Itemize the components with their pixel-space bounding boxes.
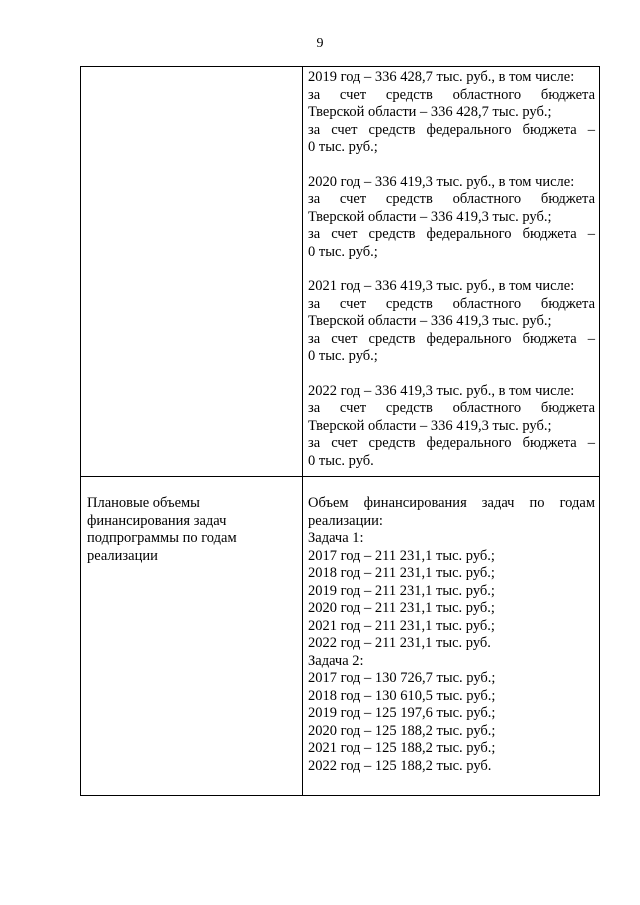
federal-budget-line: за счет средств федерального бюджета –: [308, 435, 595, 451]
task2-year-line: 2022 год – 125 188,2 тыс. руб.: [308, 757, 492, 774]
task2-year-line: 2018 год – 130 610,5 тыс. руб.;: [308, 687, 496, 704]
row-heading-line: финансирования задач: [87, 512, 227, 529]
regional-budget-line: за счет средств областного бюджета: [308, 400, 595, 416]
task1-year-line: 2019 год – 211 231,1 тыс. руб.;: [308, 582, 495, 599]
task2-year-line: 2017 год – 130 726,7 тыс. руб.;: [308, 670, 496, 686]
year-heading: 2019 год – 336 428,7 тыс. руб., в том числе:: [308, 69, 575, 85]
year-block-2021: [308, 278, 595, 366]
funding-table: [80, 66, 600, 796]
task1-year-line: 2021 год – 211 231,1 тыс. руб.;: [308, 617, 495, 634]
row-heading-line: реализации: [87, 547, 158, 564]
year-heading: 2022 год – 336 419,3 тыс. руб., в том числе:: [308, 382, 575, 399]
task1-year-line: 2022 год – 211 231,1 тыс. руб.: [308, 635, 491, 651]
row-heading-line: Плановые объемы: [87, 495, 200, 511]
row-heading-cell: [81, 477, 303, 796]
regional-budget-line: за счет средств областного бюджета: [308, 295, 595, 312]
table-cell-empty: [81, 67, 303, 477]
year-block-2022: [308, 383, 595, 471]
row-heading-line: подпрограммы по годам: [87, 530, 237, 546]
table-row: [81, 477, 600, 796]
federal-budget-amount: 0 тыс. руб.;: [308, 139, 378, 155]
federal-budget-line: за счет средств федерального бюджета –: [308, 330, 595, 347]
task2-label: Задача 2:: [308, 652, 364, 669]
federal-budget-amount: 0 тыс. руб.;: [308, 243, 378, 260]
page-number: 9: [316, 36, 324, 51]
year-heading: 2020 год – 336 419,3 тыс. руб., в том числе:: [308, 173, 575, 190]
regional-budget-amount: Тверской области – 336 419,3 тыс. руб.;: [308, 313, 552, 329]
task1-label: Задача 1:: [308, 530, 364, 546]
intro-line-end: реализации:: [308, 512, 383, 529]
funding-by-year-cell: [303, 67, 600, 477]
table-row: [81, 67, 600, 477]
year-block-2020: [308, 174, 595, 262]
task2-year-line: 2019 год – 125 197,6 тыс. руб.;: [308, 705, 496, 721]
federal-budget-line: за счет средств федерального бюджета –: [308, 226, 595, 242]
year-block-2019: [308, 69, 595, 157]
regional-budget-amount: Тверской области – 336 419,3 тыс. руб.;: [308, 417, 552, 434]
task2-year-line: 2021 год – 125 188,2 тыс. руб.;: [308, 740, 496, 756]
task1-year-line: 2020 год – 211 231,1 тыс. руб.;: [308, 600, 495, 616]
task1-year-line: 2018 год – 211 231,1 тыс. руб.;: [308, 565, 495, 581]
federal-budget-line: за счет средств федерального бюджета –: [308, 121, 595, 138]
task2-year-line: 2020 год – 125 188,2 тыс. руб.;: [308, 722, 496, 739]
task1-year-line: 2017 год – 211 231,1 тыс. руб.;: [308, 547, 495, 564]
federal-budget-amount: 0 тыс. руб.: [308, 452, 374, 469]
regional-budget-amount: Тверской области – 336 419,3 тыс. руб.;: [308, 208, 552, 225]
regional-budget-amount: Тверской области – 336 428,7 тыс. руб.;: [308, 104, 552, 120]
regional-budget-line: за счет средств областного бюджета: [308, 86, 595, 103]
task-funding-cell: [303, 477, 600, 796]
federal-budget-amount: 0 тыс. руб.;: [308, 348, 378, 364]
intro-line: Объем финансирования задач по годам: [308, 495, 595, 511]
year-heading: 2021 год – 336 419,3 тыс. руб., в том числе:: [308, 278, 575, 294]
regional-budget-line: за счет средств областного бюджета: [308, 191, 595, 207]
